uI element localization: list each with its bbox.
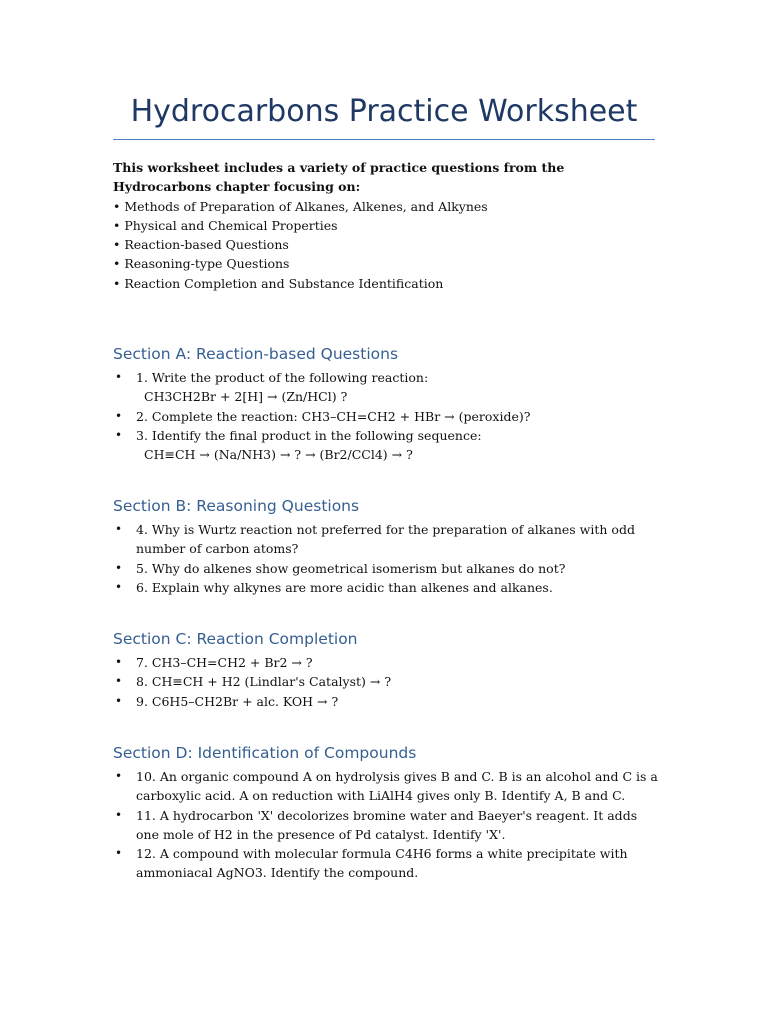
question-text: 10. An organic compound A on hydrolysis gives B and C. B is an alcohol and C is a carboxylic acid. A on reduction with LiAlH4 gives only B. Identify A, B and C. <box>136 769 658 804</box>
title-underline <box>113 139 655 140</box>
question-text: 9. C6H5–CH2Br + alc. KOH → ? <box>136 693 339 709</box>
section-d <box>113 744 658 883</box>
bullet-icon: • <box>115 427 123 442</box>
question-list <box>113 520 658 597</box>
question-text: 5. Why do alkenes show geometrical isomerism but alkanes do not? <box>136 560 566 576</box>
bullet-icon: • <box>115 807 123 822</box>
intro-block <box>113 158 658 293</box>
bullet-icon: • <box>115 846 123 861</box>
intro-lead: This worksheet includes a variety of practice questions from the Hydrocarbons chapter focusing on: <box>113 160 565 195</box>
question-text: 1. Write the product of the following reaction: <box>136 370 429 385</box>
question-item <box>113 692 658 711</box>
question-item <box>113 767 658 806</box>
question-continuation: CH≡CH → (Na/NH3) → ? → (Br2/CCl4) → ? <box>144 447 413 463</box>
section-b <box>113 497 658 597</box>
question-item <box>113 653 658 672</box>
question-text: 12. A compound with molecular formula C4H6 forms a white precipitate with ammoniacal AgNO3. Identify the compound. <box>136 846 628 881</box>
section-heading: Section B: Reasoning Questions <box>113 497 360 515</box>
section-heading: Section D: Identification of Compounds <box>113 744 417 762</box>
question-item <box>113 368 658 407</box>
question-text: 6. Explain why alkynes are more acidic than alkenes and alkanes. <box>136 579 553 595</box>
section-c <box>113 630 658 711</box>
page-title: Hydrocarbons Practice Worksheet <box>130 94 638 129</box>
question-text: 3. Identify the final product in the following sequence: <box>136 427 482 443</box>
question-text: 8. CH≡CH + H2 (Lindlar's Catalyst) → ? <box>136 674 392 690</box>
bullet-icon: • <box>115 370 123 384</box>
question-item <box>113 559 658 578</box>
intro-bullet: • Reaction Completion and Substance Identification <box>113 275 444 291</box>
intro-bullet: • Reasoning-type Questions <box>113 256 290 272</box>
question-list <box>113 767 658 883</box>
question-item <box>113 520 658 559</box>
bullet-icon: • <box>115 674 123 689</box>
question-item <box>113 578 658 597</box>
intro-bullet: • Reaction-based Questions <box>113 237 289 253</box>
intro-bullet: • Methods of Preparation of Alkanes, Alkenes, and Alkynes <box>113 198 488 214</box>
bullet-icon: • <box>115 560 123 575</box>
bullet-icon: • <box>115 693 123 708</box>
question-item <box>113 672 658 691</box>
bullet-icon: • <box>115 408 123 423</box>
section-heading: Section C: Reaction Completion <box>113 630 358 648</box>
bullet-icon: • <box>115 579 123 594</box>
section-a <box>113 345 658 464</box>
question-list <box>113 368 658 464</box>
question-item <box>113 426 658 465</box>
question-item <box>113 407 658 426</box>
question-continuation: CH3CH2Br + 2[H] → (Zn/HCl) ? <box>144 389 348 405</box>
question-list <box>113 653 658 711</box>
bullet-icon: • <box>115 655 123 669</box>
question-text: 4. Why is Wurtz reaction not preferred for the preparation of alkanes with odd number of carbon atoms? <box>136 522 635 557</box>
question-item <box>113 806 658 845</box>
question-text: 2. Complete the reaction: CH3–CH=CH2 + HBr → (peroxide)? <box>136 408 531 424</box>
bullet-icon: • <box>115 522 123 536</box>
question-text: 7. CH3–CH=CH2 + Br2 → ? <box>136 655 313 670</box>
bullet-icon: • <box>115 769 123 783</box>
question-text: 11. A hydrocarbon 'X' decolorizes bromine water and Baeyer's reagent. It adds one mole of H2 in the presence of Pd catalyst. Identify 'X'. <box>136 807 638 842</box>
intro-bullet: • Physical and Chemical Properties <box>113 217 338 233</box>
question-item <box>113 844 658 883</box>
section-heading: Section A: Reaction-based Questions <box>113 345 399 363</box>
